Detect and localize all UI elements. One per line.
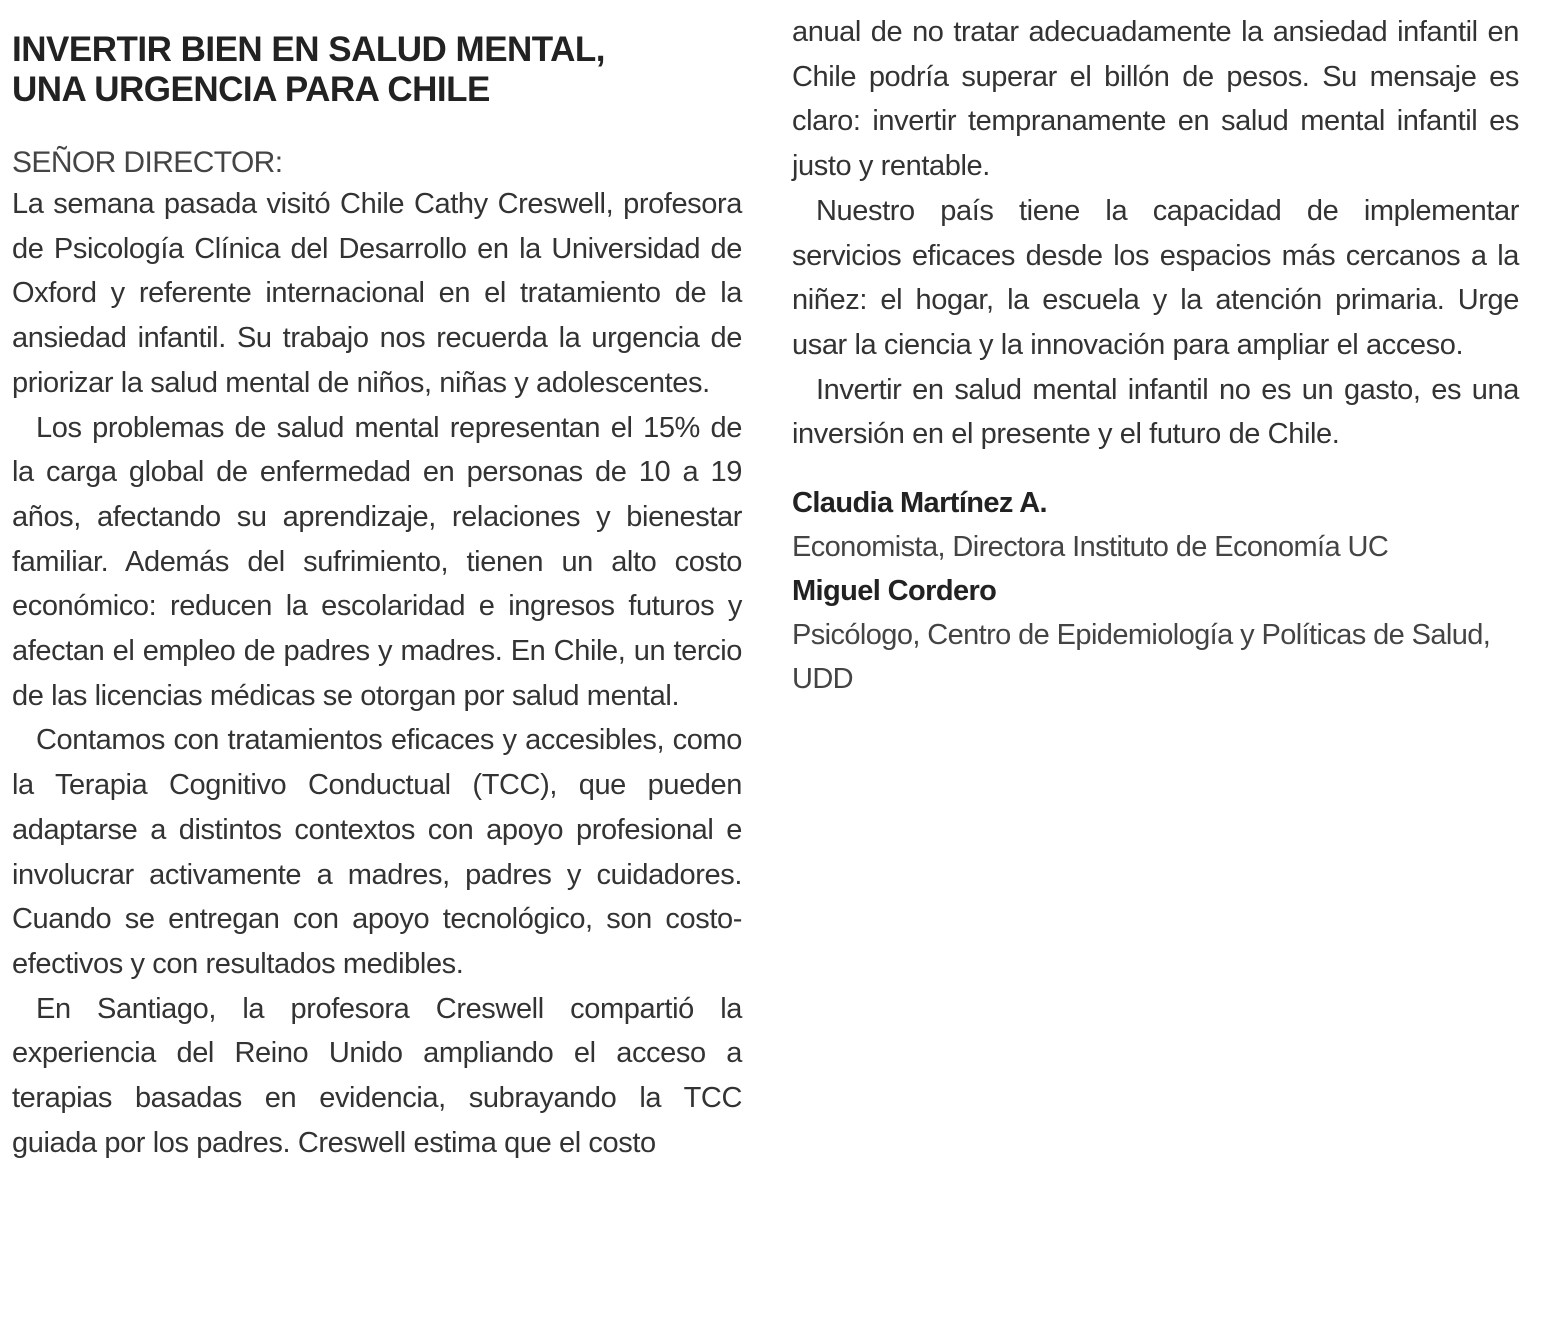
left-column [12, 10, 742, 1165]
paragraph-4-start: En Santiago, la profesora Creswell compartió la experiencia del Reino Unido ampliando el acceso a terapias basadas en evidencia, subrayando la TCC guiada por los padres. Creswell estima que el costo [12, 992, 742, 1159]
salutation: SEÑOR DIRECTOR: [12, 146, 283, 179]
paragraph-6: Invertir en salud mental infantil no es un gasto, es una inversión en el presente y el futuro de Chile. [792, 373, 1519, 451]
headline [12, 30, 742, 110]
signature-name-1: Claudia Martínez A. [792, 487, 1048, 520]
headline-line-1: INVERTIR BIEN EN SALUD MENTAL, [12, 30, 605, 69]
paragraph-5: Nuestro país tiene la capacidad de implementar servicios eficaces desde los espacios más cercanos a la niñez: el hogar, la escuela y la atención primaria. Urge usar la ciencia y la innovación para ampliar el acceso. [792, 194, 1519, 361]
paragraph-3: Contamos con tratamientos eficaces y accesibles, como la Terapia Cognitivo Conductual (TCC), que pueden adaptarse a distintos contextos con apoyo profesional e involucrar activamente a madres, padres y cuidadores. Cuando se entregan con apoyo tecnológico, son costo-efectivos y con resultados medibles. [12, 724, 742, 980]
headline-line-2: UNA URGENCIA PARA CHILE [12, 70, 490, 109]
signature-role-2: Psicólogo, Centro de Epidemiología y Políticas de Salud, UDD [792, 619, 1491, 696]
right-column [792, 10, 1519, 701]
signatures [792, 481, 1519, 701]
paragraph-4-continuation: anual de no tratar adecuadamente la ansiedad infantil en Chile podría superar el billón de pesos. Su mensaje es claro: invertir tempranamente en salud mental infantil es justo y rentable. [792, 16, 1519, 183]
signature-role-1: Economista, Directora Instituto de Economía UC [792, 531, 1389, 564]
signature-name-2: Miguel Cordero [792, 575, 997, 608]
paragraph-1: La semana pasada visitó Chile Cathy Creswell, profesora de Psicología Clínica del Desarrollo en la Universidad de Oxford y referente internacional en el tratamiento de la ansiedad infantil. Su trabajo nos recuerda la urgencia de priorizar la salud mental de niños, niñas y adolescentes. [12, 188, 742, 399]
paragraph-2: Los problemas de salud mental representan el 15% de la carga global de enfermedad en personas de 10 a 19 años, afectando su aprendizaje, relaciones y bienestar familiar. Además del sufrimiento, tienen un alto costo económico: reducen la escolaridad e ingresos futuros y afectan el empleo de padres y madres. En Chile, un tercio de las licencias médicas se otorgan por salud mental. [12, 411, 742, 712]
